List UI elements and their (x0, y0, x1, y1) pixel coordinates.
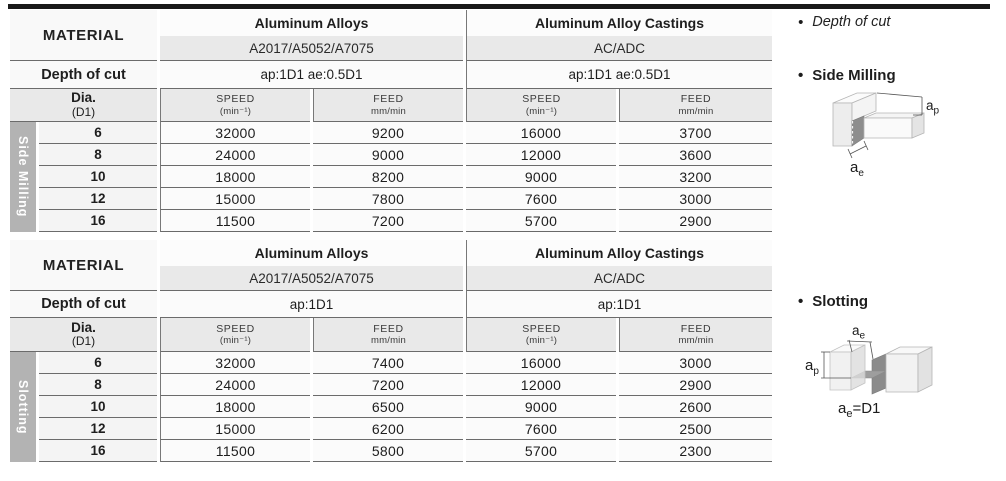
dia-value: 8 (39, 374, 157, 396)
dia-label: Dia. (71, 90, 96, 106)
dia-value: 10 (39, 166, 157, 188)
bullet-icon: • (798, 67, 804, 84)
dia-sub-label: (D1) (71, 104, 96, 119)
dia-sub-label: (D1) (71, 334, 96, 349)
slotting-table (10, 240, 772, 462)
grades-castings: AC/ADC (466, 36, 772, 61)
speed-header-alloys: SPEED (min⁻¹) (160, 318, 310, 352)
feed-value: 3000 (619, 188, 772, 210)
legend-side-milling (798, 67, 896, 84)
speed-value: 12000 (466, 144, 616, 166)
feed-value: 9000 (313, 144, 463, 166)
bullet-icon: • (798, 293, 804, 310)
dia-value: 8 (39, 144, 157, 166)
depth-value-castings: ap:1D1 (466, 291, 772, 318)
feed-value: 7200 (313, 210, 463, 232)
slotting-diagram (800, 310, 940, 422)
speed-value: 24000 (160, 374, 310, 396)
feed-value: 2900 (619, 210, 772, 232)
top-rule (8, 4, 990, 9)
speed-value: 24000 (160, 144, 310, 166)
legend-side-milling-label: Side Milling (812, 67, 896, 84)
speed-header-alloys: SPEED (min⁻¹) (160, 89, 310, 122)
feed-value: 7200 (313, 374, 463, 396)
speed-value: 11500 (160, 440, 310, 462)
feed-header-alloys: FEED mm/min (313, 318, 463, 352)
dia-value: 6 (39, 122, 157, 144)
feed-value: 3000 (619, 352, 772, 374)
feed-value: 3600 (619, 144, 772, 166)
speed-value: 18000 (160, 166, 310, 188)
feed-value: 2300 (619, 440, 772, 462)
dia-value: 12 (39, 418, 157, 440)
speed-value: 15000 (160, 418, 310, 440)
depth-value-alloys: ap:1D1 (160, 291, 463, 318)
speed-value: 32000 (160, 122, 310, 144)
section-strip-slotting: Slotting (10, 352, 36, 462)
speed-value: 16000 (466, 122, 616, 144)
speed-value: 9000 (466, 166, 616, 188)
group-aluminum-alloy-castings: Aluminum Alloy Castings (466, 240, 772, 266)
dia-value: 16 (39, 440, 157, 462)
speed-value: 7600 (466, 418, 616, 440)
feed-value: 2900 (619, 374, 772, 396)
feed-header-castings: FEED mm/min (619, 318, 772, 352)
ae-equals-d1-caption: $a_e=D1$ (838, 400, 881, 420)
feed-value: 5800 (313, 440, 463, 462)
speed-value: 18000 (160, 396, 310, 418)
feed-value: 8200 (313, 166, 463, 188)
group-aluminum-alloys: Aluminum Alloys (160, 10, 463, 36)
feed-header-alloys: FEED mm/min (313, 89, 463, 122)
grades-castings: AC/ADC (466, 266, 772, 291)
dia-value: 6 (39, 352, 157, 374)
speed-value: 12000 (466, 374, 616, 396)
speed-value: 7600 (466, 188, 616, 210)
ap-dimension-label: $a_p$ (926, 98, 940, 117)
speed-value: 16000 (466, 352, 616, 374)
speed-value: 9000 (466, 396, 616, 418)
material-header: MATERIAL (10, 10, 157, 61)
dia-value: 16 (39, 210, 157, 232)
feed-value: 6200 (313, 418, 463, 440)
material-header: MATERIAL (10, 240, 157, 291)
speed-value: 5700 (466, 440, 616, 462)
ae-dimension-label: $a_e$ (852, 323, 866, 342)
feed-value: 3200 (619, 166, 772, 188)
feed-value: 7400 (313, 352, 463, 374)
feed-value: 6500 (313, 396, 463, 418)
grades-aluminum-alloys: A2017/A5052/A7075 (160, 36, 463, 61)
speed-value: 5700 (466, 210, 616, 232)
side-milling-table (10, 10, 772, 232)
speed-header-castings: SPEED (min⁻¹) (466, 318, 616, 352)
grades-aluminum-alloys: A2017/A5052/A7075 (160, 266, 463, 291)
ae-dimension-label: $a_e$ (850, 159, 864, 179)
legend-depth-of-cut-label: Depth of cut (812, 14, 891, 30)
bullet-icon: • (798, 13, 804, 31)
depth-value-alloys: ap:1D1 ae:0.5D1 (160, 61, 463, 89)
depth-of-cut-label: Depth of cut (10, 291, 157, 318)
feed-header-castings: FEED mm/min (619, 89, 772, 122)
legend-depth-of-cut (798, 14, 890, 30)
dia-value: 12 (39, 188, 157, 210)
feed-value: 2500 (619, 418, 772, 440)
depth-value-castings: ap:1D1 ae:0.5D1 (466, 61, 772, 89)
feed-value: 9200 (313, 122, 463, 144)
dia-header (10, 89, 157, 122)
speed-value: 32000 (160, 352, 310, 374)
dia-value: 10 (39, 396, 157, 418)
group-aluminum-alloys: Aluminum Alloys (160, 240, 463, 266)
speed-value: 15000 (160, 188, 310, 210)
feed-value: 2600 (619, 396, 772, 418)
speed-value: 11500 (160, 210, 310, 232)
legend-slotting (798, 293, 868, 310)
section-strip-side-milling: Side Milling (10, 122, 36, 232)
ap-dimension-label: $a_p$ (805, 357, 819, 377)
depth-of-cut-label: Depth of cut (10, 61, 157, 89)
dia-header (10, 318, 157, 352)
speed-header-castings: SPEED (min⁻¹) (466, 89, 616, 122)
side-milling-diagram (826, 88, 951, 180)
group-aluminum-alloy-castings: Aluminum Alloy Castings (466, 10, 772, 36)
feed-value: 3700 (619, 122, 772, 144)
dia-label: Dia. (71, 319, 96, 335)
legend-slotting-label: Slotting (812, 293, 869, 310)
feed-value: 7800 (313, 188, 463, 210)
